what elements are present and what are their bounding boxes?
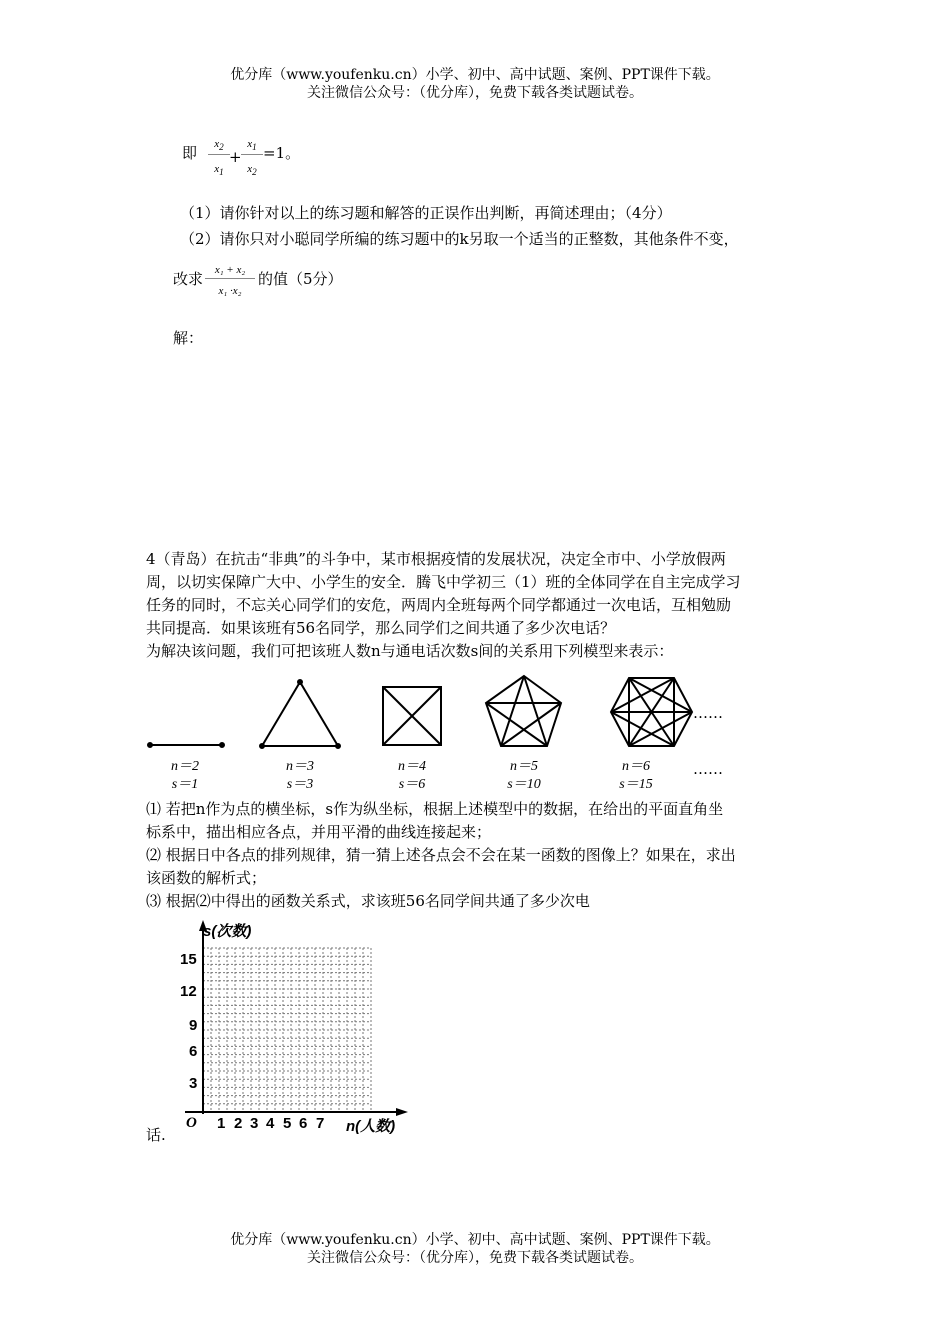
x-tick-2: 2	[234, 1115, 243, 1132]
model-label-n6	[596, 758, 676, 794]
model-n6	[611, 678, 692, 746]
model-n4	[383, 687, 441, 745]
sub-q1-line2: 标系中，描出相应各点，并用平滑的曲线连接起来；	[146, 823, 492, 841]
ellipsis-bottom: ……	[693, 760, 723, 778]
model-label-n2	[145, 758, 225, 794]
footer-line-1: 优分库（www.youfenku.cn）小学、初中、高中试题、案例、PPT课件下载。	[230, 1232, 720, 1248]
sub-q1-line1: ⑴ 若把n作为点的横坐标，s作为纵坐标，根据上述模型中的数据，在给出的平面直角坐	[146, 800, 724, 818]
part2b-denominator: x₁ ·x₂	[218, 285, 242, 297]
model-n2	[148, 743, 224, 747]
frac1-num: x	[214, 138, 220, 150]
model-n4-n: n＝4	[398, 759, 426, 774]
ji-label: 即	[182, 144, 198, 162]
q4-paragraph	[146, 548, 816, 663]
q4-sub-questions	[146, 798, 816, 913]
y-tick-12: 12	[180, 983, 197, 1000]
model-n6-n: n＝6	[622, 759, 650, 774]
frac2-num: x	[247, 138, 253, 150]
q4-line-4: 共同提高．如果该班有56名同学，那么同学们之间共通了多少次电话？	[146, 619, 616, 637]
fraction-sum-over-product	[205, 264, 255, 297]
solution-label: 解：	[173, 329, 204, 347]
y-tick-3: 3	[189, 1075, 198, 1092]
y-tick-6: 6	[189, 1043, 198, 1060]
model-label-n4	[372, 758, 452, 794]
model-n3-n: n＝3	[286, 759, 314, 774]
model-label-n3	[260, 758, 340, 794]
fraction-x2-over-x1	[208, 138, 230, 177]
y-axis-label: s(次数)	[203, 923, 252, 940]
x-tick-6: 6	[299, 1115, 308, 1132]
model-n3-s: s＝3	[286, 777, 314, 792]
q3-part1: （1）请你针对以上的练习题和解答的正误作出判断，再简述理由；（4分）	[180, 204, 672, 222]
coordinate-grid	[160, 918, 420, 1123]
q4-line-2: 周，以切实保障广大中、小学生的安全．腾飞中学初三（1）班的全体同学在自主完成学习	[146, 573, 741, 591]
y-tick-9: 9	[189, 1017, 198, 1034]
model-label-n5	[484, 758, 564, 794]
trailing-text: 话.	[146, 1126, 166, 1144]
q3-part2b-prefix: 改求	[173, 270, 204, 288]
ellipsis-top: ……	[693, 704, 723, 722]
frac2-den-sub: 2	[252, 167, 257, 178]
header-line-2: 关注微信公众号：（优分库），免费下载各类试题试卷。	[307, 85, 643, 101]
equals-one: =1。	[263, 144, 301, 162]
frac2-den: x	[247, 163, 253, 176]
model-n4-s: s＝6	[398, 777, 426, 792]
model-n5	[486, 676, 561, 746]
model-n3	[262, 682, 338, 746]
y-tick-15: 15	[180, 951, 197, 968]
sub-q3-line1: ⑶ 根据⑵中得出的函数关系式，求该班56名同学间共通了多少次电	[146, 892, 590, 910]
frac1-den: x	[214, 163, 220, 176]
model-n6-s: s＝15	[619, 777, 653, 792]
origin-label: O	[186, 1115, 197, 1131]
x-tick-4: 4	[266, 1115, 275, 1132]
part2b-numerator: x₁ + x₂	[205, 264, 255, 279]
x-tick-5: 5	[283, 1115, 292, 1132]
x-axis-arrow	[396, 1108, 408, 1116]
sub-q2-line2: 该函数的解析式；	[146, 869, 267, 887]
x-tick-1: 1	[217, 1115, 226, 1132]
model-n5-s: s＝10	[507, 777, 541, 792]
sub-q2-line1: ⑵ 根据日中各点的排列规律，猜一猜上述各点会不会在某一函数的图像上？如果在，求出	[146, 846, 736, 864]
plus-sign: +	[229, 148, 242, 166]
x-axis-label: n(人数)	[346, 1118, 396, 1135]
footer-line-2: 关注微信公众号：（优分库），免费下载各类试题试卷。	[307, 1250, 643, 1266]
frac1-den-sub: 1	[219, 167, 224, 178]
model-n2-n: n＝2	[171, 759, 199, 774]
model-n2-s: s＝1	[171, 777, 199, 792]
frac2-num-sub: 1	[252, 142, 257, 153]
frac1-num-sub: 2	[219, 142, 224, 153]
q3-part2b-suffix: 的值（5分）	[258, 270, 343, 288]
x-tick-7: 7	[316, 1115, 325, 1132]
graph-models	[140, 670, 740, 755]
x-tick-3: 3	[250, 1115, 259, 1132]
model-n5-n: n＝5	[510, 759, 538, 774]
q4-line-5: 为解决该问题，我们可把该班人数n与通电话次数s间的关系用下列模型来表示：	[146, 642, 674, 660]
fraction-x1-over-x2	[241, 138, 263, 177]
header-line-1: 优分库（www.youfenku.cn）小学、初中、高中试题、案例、PPT课件下载。	[230, 67, 720, 83]
q4-line-1: 4（青岛）在抗击“非典”的斗争中，某市根据疫情的发展状况，决定全市中、小学放假两	[146, 550, 726, 568]
q3-part2: （2）请你只对小聪同学所编的练习题中的k另取一个适当的正整数，其他条件不变，	[180, 230, 739, 248]
q4-line-3: 任务的同时，不忘关心同学们的安危，两周内全班每两个同学都通过一次电话，互相勉励	[146, 596, 732, 614]
